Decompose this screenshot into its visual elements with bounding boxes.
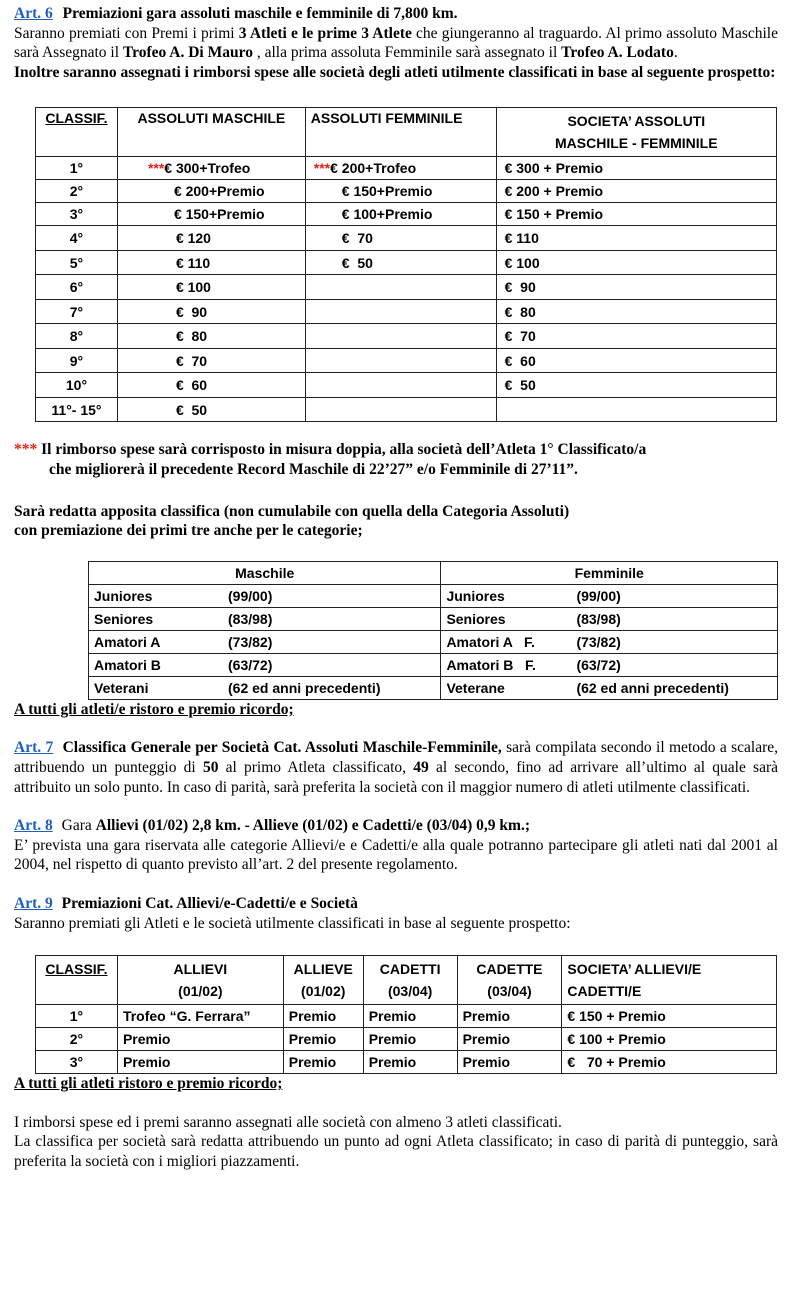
art7-text-3: al secondo, fino ad arrivare all’ultimo al quale sarà attribuito un solo punto. In caso di parità, sarà preferita la società con il maggior numero di atleti utilmente classificati. (14, 758, 778, 796)
note-line2: che migliorerà il precedente Record Maschile di 22’27” e/o Femminile di 27’11”. (49, 460, 578, 478)
classif-cell: 2° (36, 180, 118, 203)
table-row (89, 676, 778, 699)
header-line2: CADETTI/E (567, 983, 642, 1000)
header-line2: (03/04) (487, 983, 532, 1000)
maschile-value: € 90 (175, 303, 208, 320)
femminile-cell (305, 324, 496, 349)
art7-link[interactable]: Art. 7 (14, 739, 54, 757)
art8-title: Allievi (01/02) 2,8 km. - Allieve (01/02) e Cadetti/e (03/04) 0,9 km.; (95, 817, 530, 835)
cadetti-cell: Premio (363, 1051, 457, 1074)
art9-text: Saranno premiati gli Atleti e le società utilmente classificati in base al seguente prospetto: (14, 914, 571, 932)
art7-punti-49: 49 (413, 758, 429, 776)
art9-title: Premiazioni Cat. Allievi/e-Cadetti/e e Società (61, 894, 358, 912)
header-line2: (03/04) (387, 983, 433, 1000)
header-line2: (01/02) (301, 983, 346, 1000)
femminile-cat-cell (441, 653, 778, 676)
table-row (36, 299, 777, 324)
table-row (36, 348, 777, 373)
header-line1: ALLIEVE (293, 961, 353, 978)
maschile-value: € 60 (175, 377, 208, 394)
category-name: Amatori B (94, 656, 161, 673)
art6-text-3: , alla prima assoluta Femminile sarà assegnato il (252, 44, 562, 62)
societa-cell: € 60 (496, 348, 776, 373)
maschile-cat-cell (89, 676, 441, 699)
allieve-cell: Premio (283, 1028, 363, 1051)
femminile-cat-cell (441, 584, 778, 607)
art7-title: Classifica Generale per Società Cat. Assoluti Maschile-Femminile, (62, 739, 502, 757)
categorie-line1: Sarà redatta apposita classifica (non cumulabile con quella della Categoria Assoluti) (14, 502, 570, 520)
art8-heading (14, 816, 778, 836)
category-years: (62 ed anni precedenti) (228, 679, 381, 696)
societa-cell: € 300 + Premio (496, 157, 776, 180)
maschile-value: € 70 (175, 352, 208, 369)
classif-cell: 8° (36, 324, 118, 349)
header-line1: CADETTI (379, 961, 441, 978)
header-col-5 (562, 956, 777, 1005)
art6-text-1: Saranno premiati con Premi i primi (14, 24, 239, 42)
maschile-value: € 150+Premio (173, 206, 265, 223)
maschile-value: € 100 (175, 279, 211, 296)
femminile-cell (305, 275, 496, 300)
classif-cell: 3° (36, 203, 118, 226)
art6-title: Premiazioni gara assoluti maschile e femminile di 7,800 km. (62, 5, 458, 22)
femminile-cat-cell (441, 630, 778, 653)
allievi-cell: Premio (117, 1051, 283, 1074)
header-societa-line2: MASCHILE - FEMMINILE (555, 135, 718, 152)
maschile-cell (117, 275, 305, 300)
table-row (36, 180, 777, 203)
header-assoluti-femminile: ASSOLUTI FEMMINILE (305, 108, 496, 157)
art6-trofeo-dimauro: Trofeo A. Di Mauro (122, 44, 253, 62)
maschile-cell (117, 226, 305, 251)
societa-cell: € 110 (496, 226, 776, 251)
record-note (14, 440, 778, 460)
maschile-cat-cell (89, 607, 441, 630)
table-row (36, 275, 777, 300)
art8-gara: Gara (61, 817, 96, 835)
societa-cell: € 100 + Premio (562, 1028, 777, 1051)
maschile-value: € 200+Premio (173, 183, 265, 200)
table-row (36, 373, 777, 398)
table-row (36, 226, 777, 251)
category-years: (99/00) (576, 587, 621, 604)
societa-cell: € 150 + Premio (496, 203, 776, 226)
maschile-cell (117, 397, 305, 422)
societa-cell (496, 397, 776, 422)
maschile-cell (117, 373, 305, 398)
art6-rimborsi: Inoltre saranno assegnati i rimborsi spese alle società degli atleti utilmente classificati in base al seguente prospetto: (14, 63, 776, 81)
femminile-cell (305, 203, 496, 226)
art6-paragraph (14, 24, 778, 63)
classif-cell: 9° (36, 348, 118, 373)
table-row (36, 1005, 777, 1028)
table-row (36, 203, 777, 226)
header-col-0 (36, 956, 118, 1005)
maschile-value: € 120 (175, 230, 211, 247)
femminile-cell (305, 226, 496, 251)
note-stars: *** (14, 441, 38, 459)
header-assoluti-maschile: ASSOLUTI MASCHILE (117, 108, 305, 157)
femminile-value: € 70 (341, 230, 373, 247)
categorie-table (88, 561, 778, 700)
header-line1: SOCIETA’ ALLIEVI/E (567, 961, 702, 978)
classif-cell: 4° (36, 226, 118, 251)
societa-cell: € 70 (496, 324, 776, 349)
art7-text-1: sarà compilata secondo il metodo a scalare, attribuendo un punteggio di (14, 739, 778, 776)
societa-cell: € 70 + Premio (562, 1051, 777, 1074)
cadetti-cell: Premio (363, 1028, 457, 1051)
header-line2: (01/02) (178, 983, 223, 1000)
art6-text-1b: 3 Atleti e le prime 3 Atlete (238, 24, 412, 42)
table-header-row (36, 108, 777, 157)
category-name: Amatori A F. (446, 633, 535, 650)
footer-line2: La classifica per società sarà redatta attribuendo un punto ad ogni Atleta classificato; in caso di parità di punteggio, sarà preferita la società con i migliori piazzamenti. (14, 1133, 778, 1170)
allieve-cell: Premio (283, 1051, 363, 1074)
maschile-cell (117, 180, 305, 203)
category-name: Veterane (446, 679, 505, 696)
classif-cell: 3° (36, 1051, 118, 1074)
art9-heading (14, 894, 778, 914)
premi-assoluti-table (35, 107, 777, 422)
category-name: Veterani (94, 679, 149, 696)
classif-cell: 10° (36, 373, 118, 398)
art6-trofeo-lodato: Trofeo A. Lodato (561, 44, 674, 62)
cadette-cell: Premio (457, 1028, 562, 1051)
table-row (89, 607, 778, 630)
header-col-3 (363, 956, 457, 1005)
art6-text-2: che giungeranno al traguardo. Al primo assoluto Maschile sarà Assegnato il (14, 24, 778, 62)
category-name: Amatori B F. (446, 656, 536, 673)
art7-paragraph (14, 738, 778, 797)
table-row (36, 157, 777, 180)
maschile-value: € 300+Trofeo (164, 160, 251, 177)
femminile-value: € 100+Premio (341, 206, 433, 223)
footer-line1: I rimborsi spese ed i premi saranno assegnati alle società con almeno 3 atleti classificati. (14, 1113, 562, 1131)
category-years: (83/98) (576, 610, 621, 627)
maschile-cell (117, 250, 305, 275)
femminile-value: € 50 (341, 254, 373, 271)
art8-text: E’ prevista una gara riservata alle categorie Allievi/e e Cadetti/e alla quale potranno partecipare gli atleti nati dal 2001 al 2004, nel rispetto di quanto previsto all’art. 2 del presente regolamento. (14, 836, 778, 874)
maschile-cell (117, 348, 305, 373)
classif-cell: 5° (36, 250, 118, 275)
allievi-cell: Premio (117, 1028, 283, 1051)
table-row (36, 324, 777, 349)
header-femminile: Femminile (441, 561, 778, 584)
classif-cell: 2° (36, 1028, 118, 1051)
femminile-cell (305, 157, 496, 180)
femminile-cell (305, 250, 496, 275)
category-years: (63/72) (576, 656, 621, 673)
category-name: Amatori A (94, 633, 161, 650)
table-header-row (89, 561, 778, 584)
femminile-value: € 150+Premio (341, 183, 433, 200)
note-line1: Il rimborso spese sarà corrisposto in misura doppia, alla società dell’Atleta 1° Classificato/a (37, 441, 647, 459)
ristoro-note-1: A tutti gli atleti/e ristoro e premio ricordo; (14, 700, 294, 718)
category-years: (63/72) (228, 656, 273, 673)
header-societa-assoluti (496, 108, 776, 157)
maschile-cat-cell (89, 630, 441, 653)
category-name: Seniores (446, 610, 506, 627)
maschile-value: € 50 (175, 401, 208, 418)
maschile-value: € 110 (175, 254, 211, 271)
header-line1: CLASSIF. (45, 961, 108, 978)
maschile-cell (117, 157, 305, 180)
category-name: Seniores (94, 610, 154, 627)
category-years: (62 ed anni precedenti) (576, 679, 729, 696)
societa-cell: € 80 (496, 299, 776, 324)
category-years: (99/00) (228, 587, 273, 604)
maschile-cat-cell (89, 584, 441, 607)
societa-cell: € 150 + Premio (562, 1005, 777, 1028)
femminile-cell (305, 180, 496, 203)
premi-allievi-table (35, 955, 777, 1074)
art7-text-2: al primo Atleta classificato, (218, 758, 414, 776)
societa-cell: € 50 (496, 373, 776, 398)
star-marker: *** (313, 160, 331, 177)
femminile-cell (305, 299, 496, 324)
femminile-cell (305, 397, 496, 422)
star-marker: *** (147, 160, 165, 177)
table-row (89, 653, 778, 676)
allievi-cell: Trofeo “G. Ferrara” (117, 1005, 283, 1028)
header-societa-line1: SOCIETA’ ASSOLUTI (567, 113, 706, 130)
cadette-cell: Premio (457, 1051, 562, 1074)
cadette-cell: Premio (457, 1005, 562, 1028)
ristoro-note-2: A tutti gli atleti ristoro e premio ricordo; (14, 1075, 283, 1093)
cadetti-cell: Premio (363, 1005, 457, 1028)
header-classif: CLASSIF. (36, 108, 118, 157)
societa-cell: € 100 (496, 250, 776, 275)
table-row (36, 250, 777, 275)
classif-cell: 6° (36, 275, 118, 300)
femminile-cat-cell (441, 607, 778, 630)
maschile-value: € 80 (175, 328, 208, 345)
art6-text-4: . (673, 44, 678, 62)
maschile-cell (117, 203, 305, 226)
classif-cell: 7° (36, 299, 118, 324)
category-name: Juniores (446, 587, 505, 604)
table-row (36, 1028, 777, 1051)
classif-cell: 1° (36, 157, 118, 180)
header-line1: ALLIEVI (173, 961, 228, 978)
maschile-cell (117, 324, 305, 349)
table-header-row (36, 956, 777, 1005)
art7-punti-50: 50 (202, 758, 219, 776)
classif-cell: 1° (36, 1005, 118, 1028)
maschile-cat-cell (89, 653, 441, 676)
header-line1: CADETTE (476, 961, 543, 978)
femminile-value: € 200+Trofeo (330, 160, 417, 177)
femminile-cell (305, 348, 496, 373)
header-col-2 (283, 956, 363, 1005)
table-row (36, 1051, 777, 1074)
femminile-cell (305, 373, 496, 398)
header-col-1 (117, 956, 283, 1005)
category-years: (73/82) (228, 633, 273, 650)
table-row (89, 584, 778, 607)
categorie-line2: con premiazione dei primi tre anche per le categorie; (14, 522, 363, 540)
societa-cell: € 90 (496, 275, 776, 300)
societa-cell: € 200 + Premio (496, 180, 776, 203)
document-page (14, 4, 778, 1171)
art9-link[interactable]: Art. 9 (14, 894, 53, 912)
art8-link[interactable]: Art. 8 (14, 817, 53, 835)
category-years: (83/98) (228, 610, 273, 627)
table-row (89, 630, 778, 653)
category-years: (73/82) (576, 633, 621, 650)
maschile-cell (117, 299, 305, 324)
art6-link[interactable]: Art. 6 (14, 5, 53, 22)
art6-heading (14, 4, 778, 24)
table-row (36, 397, 777, 422)
header-col-4 (457, 956, 562, 1005)
category-name: Juniores (94, 587, 153, 604)
classif-cell: 11°- 15° (36, 397, 118, 422)
allieve-cell: Premio (283, 1005, 363, 1028)
header-maschile: Maschile (89, 561, 441, 584)
femminile-cat-cell (441, 676, 778, 699)
